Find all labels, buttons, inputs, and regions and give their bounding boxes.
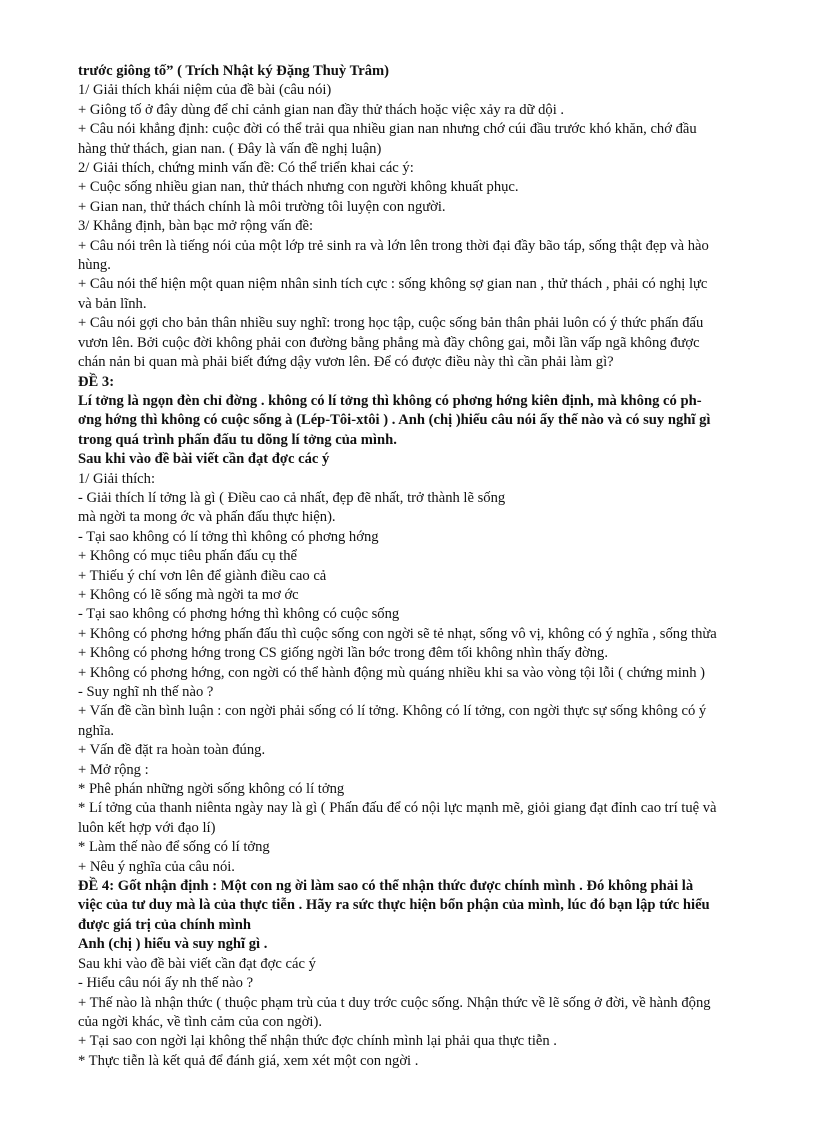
- text-line: trước giông tố” ( Trích Nhật ký Đặng Thuỳ Trâm): [78, 63, 390, 79]
- text-line: + Câu nói thể hiện một quan niệm nhân sinh tích cực : sống không sợ gian nan , thử thách , phải có nghị lực: [78, 276, 708, 293]
- text-line: + Câu nói gợi cho bản thân nhiều suy nghĩ: trong học tập, cuộc sống bản thân phải luôn có ý thức phấn đấu: [78, 315, 704, 332]
- text-line: * Phê phán những ngời sống không có lí tởng: [78, 781, 345, 798]
- text-line: + Vấn đề cần bình luận : con ngời phải sống có lí tởng. Không có lí tởng, con ngời thực sự sống không có ý: [78, 703, 707, 720]
- text-line: + Tại sao con ngời lại không thể nhận thức đợc chính mình lại phải qua thực tiễn .: [78, 1033, 557, 1050]
- text-line: nghĩa.: [78, 722, 115, 739]
- text-line: + Nêu ý nghĩa của câu nói.: [78, 858, 235, 875]
- text-line: + Mở rộng :: [78, 761, 149, 778]
- text-line: việc của tư duy mà là của thực tiễn . Hãy ra sức thực hiện bổn phận của mình, lúc đó bạn lập tức hiểu: [78, 897, 710, 914]
- text-line: của ngời khác, về tình cảm của con ngời).: [78, 1013, 322, 1030]
- text-line: + Gian nan, thử thách chính là môi trường tôi luyện con người.: [78, 198, 446, 215]
- text-line: chán nản bi quan mà phải biết đứng dậy vươn lên. Để có được điều này thì cần phải làm gì?: [78, 354, 614, 371]
- text-line: + Câu nói khẳng định: cuộc đời có thể trải qua nhiều gian nan nhưng chớ cúi đầu trước khó khăn, chớ đầu: [78, 121, 697, 138]
- text-line: 3/ Khẳng định, bàn bạc mở rộng vấn đề:: [78, 218, 314, 235]
- text-line: + Không có mục tiêu phấn đấu cụ thể: [78, 548, 297, 565]
- text-line: - Hiểu câu nói ấy nh thế nào ?: [78, 975, 254, 992]
- text-line: trong quá trình phấn đấu tu dõng lí tởng của mình.: [78, 431, 397, 448]
- text-line: hùng.: [78, 257, 111, 274]
- text-line: Anh (chị ) hiểu và suy nghĩ gì .: [78, 936, 268, 953]
- text-line: + Không có lẽ sống mà ngời ta mơ ớc: [78, 586, 299, 603]
- text-line: + Thế nào là nhận thức ( thuộc phạm trù của t duy trớc cuộc sống. Nhận thức về lẽ sống ở đời, về hành động: [78, 994, 711, 1011]
- text-line: * Thực tiễn là kết quả để đánh giá, xem xét một con ngời .: [78, 1052, 419, 1069]
- text-line: 2/ Giải thích, chứng minh vấn đề: Có thể triển khai các ý:: [78, 160, 414, 177]
- text-line: vươn lên. Bởi cuộc đời không phải con đường bằng phẳng mà đầy chông gai, mỗi lần vấp ngã không được: [78, 334, 700, 351]
- text-line: + Không có phơng hớng phấn đấu thì cuộc sống con ngời sẽ tẻ nhạt, sống vô vị, không có ý nghĩa , sống thừa: [78, 625, 717, 642]
- text-line: 1/ Giải thích:: [78, 470, 156, 487]
- text-line: ơng hớng thì không có cuộc sống à (Lép-Tôi-xtôi ) . Anh (chị )hiểu câu nói ấy thế nào và có suy nghĩ gì: [78, 412, 711, 429]
- text-line: + Không có phơng hớng trong CS giống ngời lần bớc trong đêm tối không nhìn thấy đờng.: [78, 645, 608, 662]
- text-line: * Lí tởng của thanh niênta ngày nay là gì ( Phấn đấu để có nội lực mạnh mẽ, giỏi giang đạt đỉnh cao trí tuệ và: [78, 800, 717, 817]
- text-line: + Câu nói trên là tiếng nói của một lớp trẻ sinh ra và lớn lên trong thời đại đầy bão táp, sống thật đẹp và hào: [78, 237, 709, 254]
- text-line: + Không có phơng hớng, con ngời có thể hành động mù quáng nhiều khi sa vào vòng tội lỗi ( chứng minh ): [78, 664, 706, 681]
- text-line: luôn kết hợp với đạo lí): [78, 819, 216, 836]
- text-line: Lí tởng là ngọn đèn chỉ đờng . không có lí tởng thì không có phơng hớng kiên định, mà không có ph-: [78, 392, 702, 409]
- text-line: Sau khi vào đề bài viết cần đạt đợc các ý: [78, 451, 330, 468]
- text-line: + Thiếu ý chí vơn lên để giành điều cao cả: [78, 567, 327, 584]
- text-line: - Giải thích lí tởng là gì ( Điều cao cả nhất, đẹp đẽ nhất, trở thành lẽ sống: [78, 489, 506, 506]
- text-line: ĐỀ 4: Gốt nhận định : Một con ng ời làm sao có thể nhận thức được chính mình . Đó không phải là: [78, 878, 694, 895]
- text-line: + Cuộc sống nhiều gian nan, thử thách nhưng con người không khuất phục.: [78, 179, 519, 196]
- text-line: * Làm thế nào để sống có lí tởng: [78, 839, 270, 856]
- text-line: - Tại sao không có phơng hớng thì không có cuộc sống: [78, 606, 400, 623]
- text-line: ĐỀ 3:: [78, 373, 115, 390]
- document-page: [78, 62, 768, 1071]
- text-line: Sau khi vào đề bài viết cần đạt đợc các ý: [78, 955, 316, 972]
- text-line: và bản lĩnh.: [78, 295, 147, 312]
- text-line: hàng thử thách, gian nan. ( Đây là vấn đề nghị luận): [78, 140, 382, 157]
- text-line: - Tại sao không có lí tởng thì không có phơng hớng: [78, 528, 379, 545]
- text-line: + Giông tố ở đây dùng để chỉ cảnh gian nan đầy thử thách hoặc việc xảy ra dữ dội .: [78, 101, 565, 118]
- text-line: được giá trị của chính mình: [78, 916, 251, 933]
- text-line: + Vấn đề đặt ra hoàn toàn đúng.: [78, 742, 266, 759]
- text-line: - Suy nghĩ nh thế nào ?: [78, 684, 214, 700]
- text-line: mà ngời ta mong ớc và phấn đấu thực hiện).: [78, 509, 336, 526]
- text-line: 1/ Giải thích khái niệm của đề bài (câu nói): [78, 82, 332, 99]
